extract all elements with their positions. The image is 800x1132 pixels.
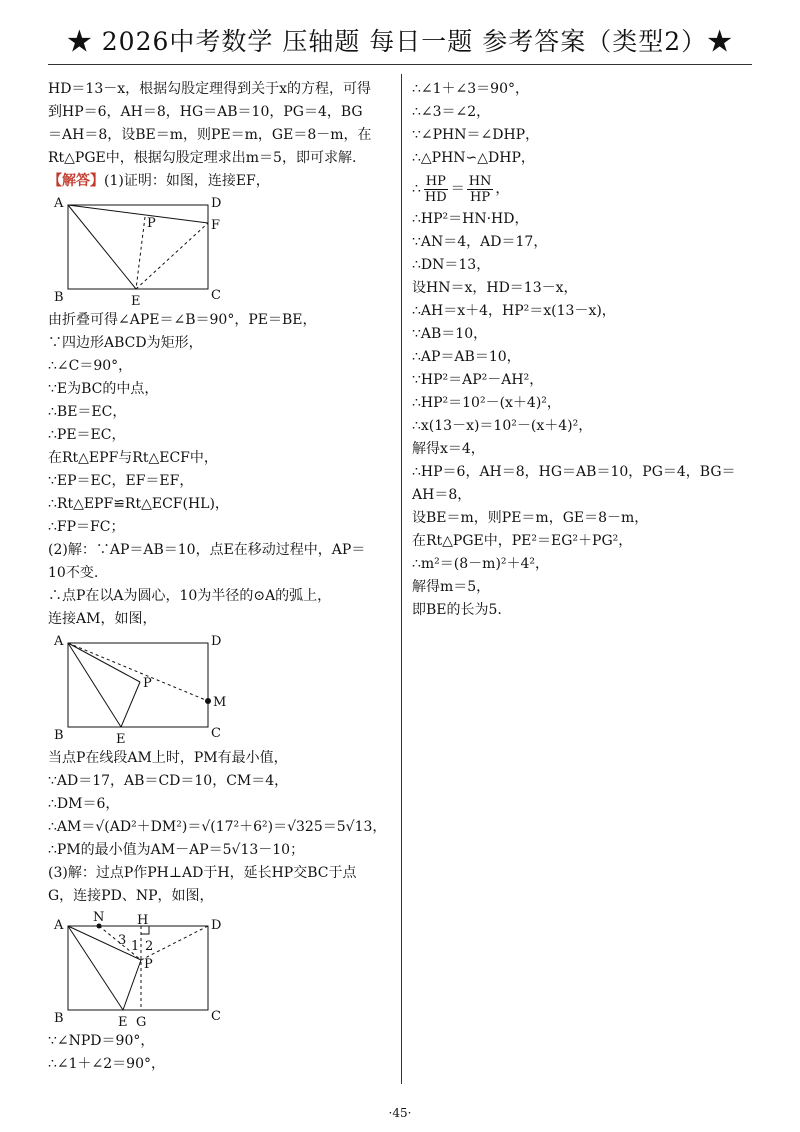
fig1-label-d: D [211, 196, 222, 211]
answer-heading [48, 170, 393, 193]
fig1-segment-pe [136, 217, 145, 289]
part1-heading: (1)证明：如图，连接EF， [104, 173, 270, 189]
fig1-label-p: P [147, 216, 156, 231]
fig3-segment-pe [123, 960, 141, 1010]
fig1-label-c: C [211, 288, 221, 303]
proof-line: ∴PM的最小值为AM－AP＝5√13－10； [48, 842, 305, 858]
fig3-label-angle-1: 1 [131, 939, 140, 954]
proof-line: ∵AD＝17，AB＝CD＝10，CM＝4， [48, 773, 289, 789]
fig2-label-e: E [116, 732, 126, 745]
solution-line: AH＝8， [412, 487, 472, 503]
fig2-rectangle [68, 643, 208, 727]
proof-line: 由折叠可得∠APE＝∠B＝90°，PE＝BE， [48, 312, 317, 328]
solution-line: ∴DN＝13， [412, 257, 491, 273]
fig3-label-p: P [144, 957, 153, 972]
solution-line: 设HN＝x，HD＝13－x， [412, 280, 578, 296]
proof-line: ∵四边形ABCD为矩形， [48, 335, 203, 351]
fig3-label-b: B [54, 1011, 64, 1026]
proof-line: ∴FP＝FC； [48, 519, 125, 535]
proof-line: ∵EP＝EC，EF＝EF， [48, 473, 194, 489]
fig1-label-f: F [211, 218, 221, 233]
proof-line: ∴Rt△EPF≌Rt△ECF(HL)， [48, 496, 229, 512]
fig1-segment-ef [136, 223, 208, 289]
solution-line: ∵AN＝4，AD＝17， [412, 234, 548, 250]
fig2-segment-am [68, 643, 208, 701]
fig3-label-e: E [118, 1015, 128, 1028]
ratio-equals: ＝ [450, 180, 465, 197]
ratio-numerator: HN [468, 173, 492, 189]
fig1-label-e: E [131, 294, 141, 307]
fig2-label-d: D [211, 634, 222, 649]
solution-line: ∴△PHN∽△DHP， [412, 150, 535, 166]
header-rule [48, 64, 752, 65]
intro-line: Rt△PGE中，根据勾股定理求出m＝5，即可求解. [48, 150, 357, 166]
ratio-denominator: HD [424, 189, 447, 205]
right-column [412, 78, 757, 622]
solution-line: ∴AP＝AB＝10， [412, 349, 521, 365]
ratio-numerator: HP [425, 173, 446, 189]
fig2-label-m: M [213, 695, 227, 710]
proof-line: (2)解：∵AP＝AB＝10，点E在移动过程中，AP＝ [48, 542, 366, 558]
ratio-prefix: ∴ [412, 180, 421, 197]
fig2-label-a: A [54, 634, 64, 649]
fig3-label-angle-3: 3 [118, 933, 127, 948]
answer-tag: 【解答】 [48, 173, 104, 189]
intro-line: 到HP＝6，AH＝8，HG＝AB＝10，PG＝4，BG [48, 104, 363, 120]
column-divider [401, 74, 402, 1084]
proof-line: ∴点P在以A为圆心，10为半径的⊙A的弧上， [48, 588, 332, 604]
figure-2 [48, 633, 393, 745]
ratio-fraction-left [423, 174, 449, 205]
solution-line: ∴HP²＝10²－(x＋4)²， [412, 395, 561, 411]
fig2-segment-ae [68, 643, 121, 727]
fig2-label-b: B [54, 728, 64, 743]
intro-line: HD＝13－x，根据勾股定理得到关于x的方程，可得 [48, 81, 372, 97]
proof-line: 连接AM，如图， [48, 611, 157, 627]
figure-3 [48, 910, 393, 1028]
proof-line: 当点P在线段AM上时，PM有最小值， [48, 750, 288, 766]
fig1-segment-ae [68, 205, 136, 289]
solution-line: ∴m²＝(8－m)²＋4²， [412, 556, 550, 572]
fig3-label-h: H [137, 913, 149, 928]
solution-line: 设BE＝m，则PE＝m，GE＝8－m， [412, 510, 649, 526]
fig2-point-m [205, 698, 211, 704]
proof-line: ∵E为BC的中点， [48, 381, 159, 397]
solution-line: 解得m＝5， [412, 579, 491, 595]
fig1-rectangle [68, 205, 208, 289]
proof-line: ∵∠NPD＝90°， [48, 1033, 155, 1049]
proof-line: ∴∠1＋∠2＝90°， [48, 1056, 165, 1072]
solution-line: ∴∠1＋∠3＝90°， [412, 81, 529, 97]
proof-line: ∴∠C＝90°， [48, 358, 133, 374]
solution-line: ∴x(13－x)＝10²－(x＋4)²， [412, 418, 593, 434]
solution-line: ∴HP＝6，AH＝8，HG＝AB＝10，PG＝4，BG＝ [412, 464, 736, 480]
solution-line: 在Rt△PGE中，PE²＝EG²＋PG²， [412, 533, 633, 549]
intro-line: ＝AH＝8，设BE＝m，则PE＝m，GE＝8－m，在 [48, 127, 372, 143]
proof-line: ∴PE＝EC， [48, 427, 126, 443]
fig2-segment-pe [121, 682, 140, 727]
proof-line: G，连接PD、NP，如图， [48, 888, 214, 904]
ratio-equation [412, 170, 757, 208]
solution-line: ∵∠PHN＝∠DHP， [412, 127, 540, 143]
proof-line: 在Rt△EPF与Rt△ECF中， [48, 450, 218, 466]
fig3-label-a: A [54, 918, 64, 933]
fig1-segment-af [68, 205, 208, 223]
fig3-label-c: C [211, 1009, 221, 1024]
ratio-denominator: HP [470, 189, 491, 205]
proof-line: ∴DM＝6， [48, 796, 120, 812]
solution-line: 解得x＝4， [412, 441, 485, 457]
figure-1 [48, 195, 393, 307]
fig2-segment-ap [68, 643, 140, 682]
fig3-label-g: G [136, 1015, 147, 1028]
left-column [48, 78, 393, 1076]
solution-line: 即BE的长为5. [412, 602, 502, 618]
solution-line: ∴AH＝x＋4，HP²＝x(13－x)， [412, 303, 616, 319]
fig2-label-p: P [143, 676, 152, 691]
ratio-fraction-right [467, 174, 494, 205]
solution-line: ∴∠3＝∠2， [412, 104, 491, 120]
proof-line: 10不变. [48, 565, 99, 581]
fig1-label-b: B [54, 290, 64, 305]
fig2-label-c: C [211, 726, 221, 741]
proof-line: (3)解：过点P作PH⊥AD于H，延长HP交BC于点 [48, 865, 357, 881]
solution-line: ∴HP²＝HN·HD， [412, 211, 529, 227]
solution-line: ∵AB＝10， [412, 326, 488, 342]
page-number: ·45· [388, 1106, 412, 1120]
proof-line: ∴BE＝EC， [48, 404, 127, 420]
fig3-label-n: N [93, 910, 105, 925]
ratio-suffix: ， [495, 180, 510, 197]
proof-line: ∴AM＝√(AD²＋DM²)＝√(17²＋6²)＝√325＝5√13， [48, 819, 387, 835]
fig3-label-angle-2: 2 [145, 939, 154, 954]
solution-line: ∵HP²＝AP²－AH²， [412, 372, 544, 388]
fig1-label-a: A [54, 196, 64, 211]
page-title: ★ 2026中考数学 压轴题 每日一题 参考答案（类型2）★ [66, 27, 734, 56]
fig3-label-d: D [211, 918, 222, 933]
